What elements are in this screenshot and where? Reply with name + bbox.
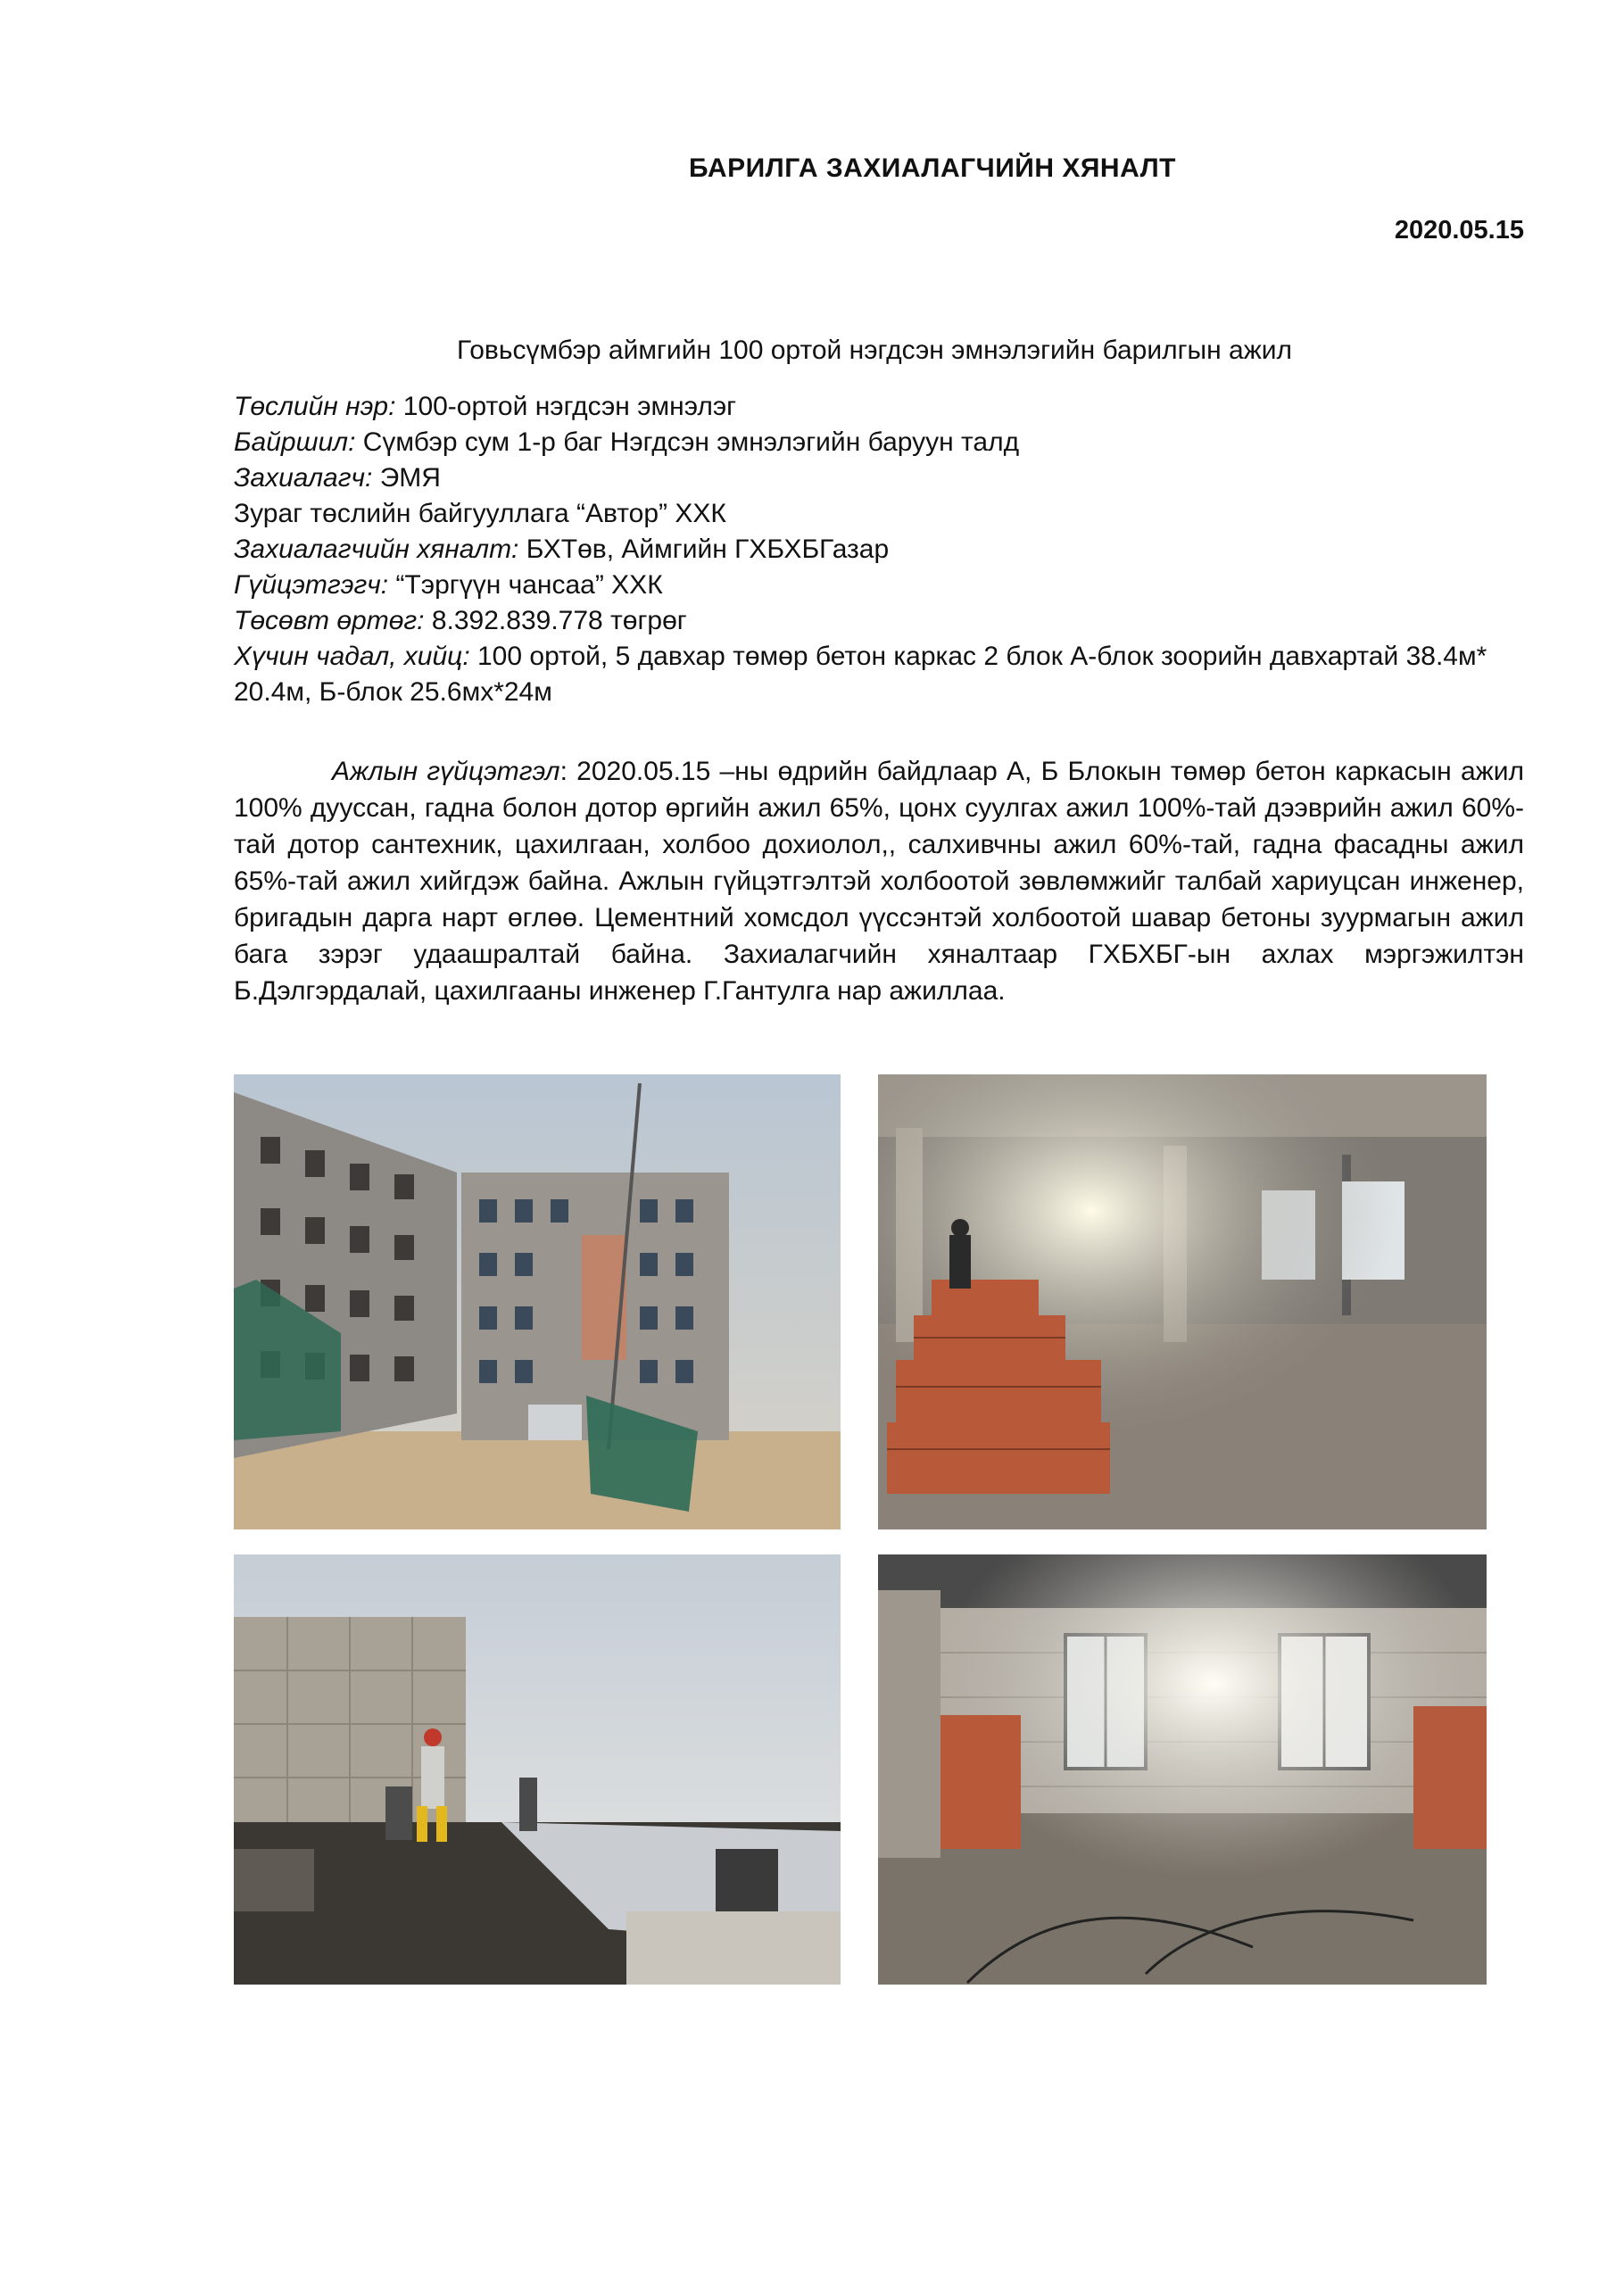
contractor-value: “Тэргүүн чансаа” ХХК [388,570,663,600]
photo-roof-works [234,1554,841,1985]
info-row-capacity [234,639,1524,710]
client-label: Захиалагч: [234,463,373,493]
info-row-project [234,389,1524,425]
project-info [234,389,1524,710]
photo-interior-windows [878,1554,1487,1985]
info-row-client [234,460,1524,496]
info-row-budget [234,603,1524,639]
project-label: Төслийн нэр: [234,392,396,421]
location-label: Байршил: [234,427,356,457]
capacity-label: Хүчин чадал, хийц: [234,642,470,671]
supervision-value: БХТөв, Аймгийн ГХБХБГазар [518,535,890,564]
designer-line: Зураг төслийн байгууллага “Автор” ХХК [234,499,726,528]
progress-label: Ажлын гүйцэтгэл [332,757,560,786]
contractor-label: Гүйцэтгэгч: [234,570,389,600]
budget-value: 8.392.839.778 төгрөг [424,606,687,635]
progress-text: : 2020.05.15 –ны өдрийн байдлаар А, Б Блокын төмөр бетон каркасын ажил 100% дууссан, гадна болон дотор өргийн ажил 65%, цонх суулгах ажил 100%-тай дээврийн ажил 60%-тай дотор сантехник, цахилгаан, холбоо дохиолол,, салхивчны ажил 60%-тай, гадна фасадны ажил 65%-тай ажил хийгдэж байна. Ажлын гүйцэтгэлтэй холбоотой зөвлөмжийг талбай хариуцсан инженер, бригадын дарга нарт өглөө. Цементний хомсдол үүссэнтэй холбоотой шавар бетоны зуурмагын ажил бага зэрэг удаашралтай байна. Захиалагчийн хяналтаар ГХБХБГ-ын ахлах мэргэжилтэн Б.Дэлгэрдалай, цахилгааны инженер Г.Гантулга нар ажиллаа. [234,757,1524,1006]
capacity-value: 100 ортой, 5 давхар төмөр бетон каркас 2 блок А-блок зоорийн давхартай 38.4м* 20.4м, Б-блок 25.6мх*24м [234,642,1487,707]
info-row-location [234,425,1524,460]
location-value: Сүмбэр сум 1-р баг Нэгдсэн эмнэлэгийн баруун талд [355,427,1020,457]
document-title: БАРИЛГА ЗАХИАЛАГЧИЙН ХЯНАЛТ [689,153,1176,183]
info-row-contractor [234,568,1524,603]
budget-label: Төсөвт өртөг: [234,606,425,635]
client-value: ЭМЯ [372,463,441,493]
photo-building-exterior [234,1074,841,1529]
document-date: 2020.05.15 [1394,216,1524,245]
project-value: 100-ортой нэгдсэн эмнэлэг [395,392,737,421]
info-row-supervision [234,532,1524,568]
info-row-designer [234,496,1524,532]
supervision-label: Захиалагчийн хяналт: [234,535,519,564]
project-subtitle: Говьсүмбэр аймгийн 100 ортой нэгдсэн эмнэлэгийн барилгын ажил [456,336,1293,365]
photo-interior-bricks [878,1074,1487,1529]
progress-paragraph [234,753,1524,1009]
